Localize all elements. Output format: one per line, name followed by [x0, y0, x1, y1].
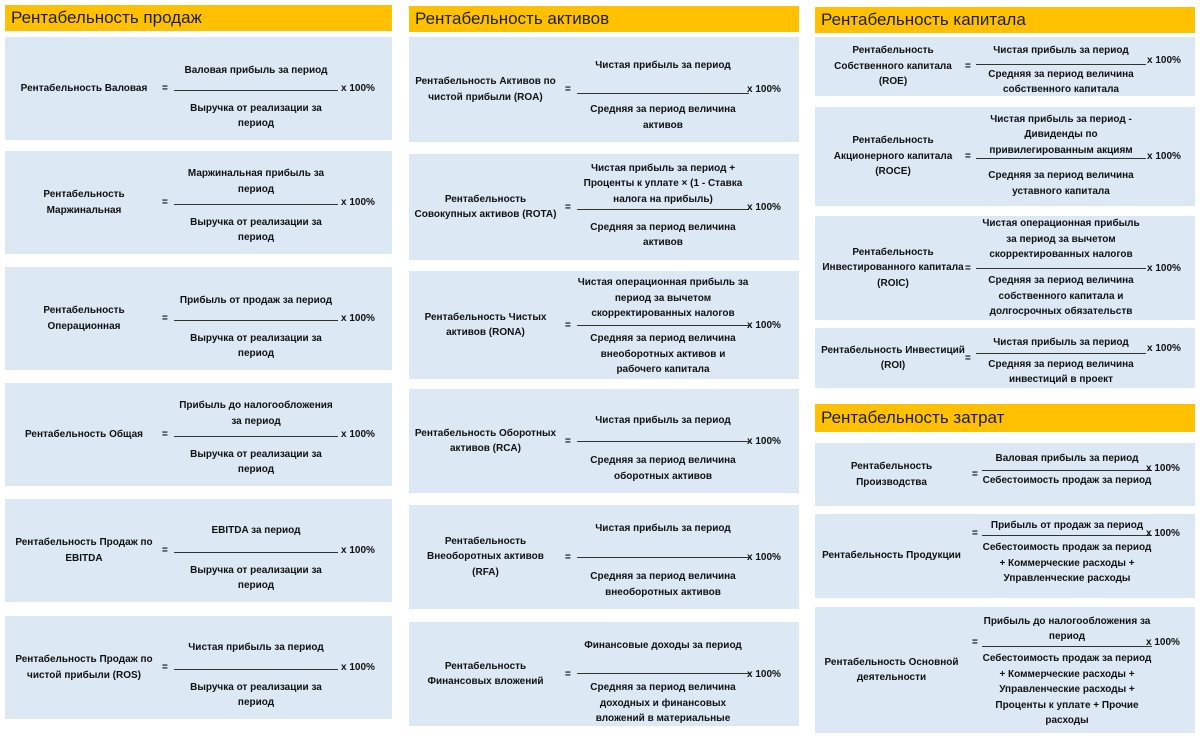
- multiplier: x 100%: [747, 201, 781, 213]
- formula-card: [815, 37, 1195, 96]
- multiplier: x 100%: [747, 668, 781, 680]
- formula-name: Рентабельность Валовая: [20, 82, 148, 94]
- denominator: Выручка от реализации за период: [190, 332, 322, 360]
- fraction: [577, 622, 749, 726]
- denominator: Средняя за период величина активов: [590, 221, 736, 249]
- formula-card: [409, 271, 799, 379]
- section-capital-profitability: [815, 0, 1195, 390]
- denominator: Выручка от реализации за период: [190, 448, 322, 476]
- denominator: Средняя за период величина внеоборотных активов: [590, 571, 736, 598]
- multiplier: x 100%: [341, 83, 375, 94]
- numerator: Чистая операционная прибыль за период за вычетом скорректированных налогов: [577, 277, 749, 320]
- numerator: Чистая прибыль за период - Дивиденды по привилегированным акциям: [989, 113, 1133, 156]
- equals-sign: =: [965, 151, 971, 162]
- fraction: [976, 37, 1146, 96]
- numerator: Чистая прибыль за период: [993, 44, 1129, 56]
- fraction: [976, 107, 1146, 206]
- fraction: [982, 514, 1152, 598]
- fraction-bar: [982, 535, 1152, 536]
- formula-name: Рентабельность Акционерного капитала (ROCE): [833, 135, 953, 178]
- numerator: Чистая прибыль за период: [595, 60, 731, 72]
- fraction: [976, 328, 1146, 388]
- multiplier: x 100%: [341, 313, 375, 324]
- formula-name: Рентабельность Чистых активов (RONA): [424, 311, 547, 338]
- section-title: Рентабельность продаж: [5, 5, 392, 31]
- formula-card: [5, 383, 392, 486]
- formula-name: Рентабельность Продаж по чистой прибыли (ROS): [15, 654, 153, 681]
- denominator: Выручка от реализации за период: [190, 102, 322, 130]
- formula-name: Рентабельность Продаж по EBITDA: [15, 537, 153, 564]
- multiplier: x 100%: [1146, 528, 1180, 539]
- equals-sign: =: [965, 262, 971, 274]
- formula-card: [815, 607, 1195, 733]
- fraction-bar: [174, 204, 338, 205]
- equals-sign: =: [565, 319, 571, 331]
- formula-name: Рентабельность Совокупных активов (ROTA): [414, 193, 557, 220]
- denominator: Выручка от реализации за период: [190, 564, 322, 592]
- fraction-bar: [577, 93, 749, 94]
- fraction-bar: [174, 552, 338, 553]
- equals-sign: =: [162, 313, 168, 324]
- formula-name: Рентабельность Активов по чистой прибыли (ROA): [415, 76, 556, 103]
- section-title: Рентабельность капитала: [815, 7, 1195, 33]
- formula-name: Рентабельность Инвестированного капитала (ROIC): [822, 246, 964, 289]
- formula-card: [815, 216, 1195, 320]
- formula-card: [815, 328, 1195, 388]
- fraction: [577, 37, 749, 142]
- section-costs-profitability: [815, 400, 1195, 736]
- numerator: Прибыль от продаж за период: [179, 294, 333, 306]
- numerator: Чистая прибыль за период: [595, 415, 731, 427]
- fraction: [976, 216, 1146, 320]
- denominator: Средняя за период величина внеоборотных активов и рабочего капитала: [590, 333, 736, 376]
- formula-card: [409, 505, 799, 609]
- formula-card: [409, 37, 799, 142]
- formula-card: [409, 622, 799, 726]
- numerator: Прибыль до налогообложения за период: [983, 615, 1151, 643]
- equals-sign: =: [162, 83, 168, 94]
- formula-card: [5, 37, 392, 140]
- multiplier: x 100%: [341, 545, 375, 556]
- multiplier: x 100%: [1147, 151, 1181, 162]
- numerator: Валовая прибыль за период: [995, 452, 1139, 464]
- fraction-bar: [976, 64, 1146, 65]
- fraction-bar: [976, 353, 1146, 354]
- numerator: Чистая прибыль за период: [595, 522, 731, 534]
- fraction: [577, 271, 749, 379]
- denominator: Себестоимость продаж за период + Коммерческие расходы + Управленческие расходы + Проценты к уплате + Прочие расходы: [982, 653, 1152, 727]
- formula-card: [5, 267, 392, 370]
- numerator: Валовая прибыль за период: [184, 64, 328, 76]
- fraction-bar: [976, 158, 1146, 159]
- formula-card: [409, 154, 799, 260]
- numerator: Прибыль от продаж за период: [990, 519, 1144, 531]
- denominator: Выручка от реализации за период: [190, 216, 322, 244]
- denominator: Средняя за период величина инвестиций в проект: [988, 358, 1134, 386]
- denominator: Средняя за период величина собственного капитала и долгосрочных обязательств: [988, 275, 1134, 318]
- multiplier: x 100%: [747, 435, 781, 447]
- fraction-bar: [577, 325, 749, 326]
- formula-name: Рентабельность Продукции: [822, 550, 961, 562]
- equals-sign: =: [162, 545, 168, 556]
- fraction: [577, 154, 749, 260]
- numerator: Маржинальная прибыль за период: [187, 168, 325, 195]
- multiplier: x 100%: [1147, 343, 1181, 354]
- numerator: Чистая прибыль за период: [188, 641, 324, 653]
- formula-name: Рентабельность Производства: [850, 461, 933, 488]
- formula-card: [815, 443, 1195, 506]
- equals-sign: =: [565, 84, 571, 95]
- equals-sign: =: [965, 352, 971, 364]
- formula-card: [815, 107, 1195, 206]
- numerator: EBITDA за период: [211, 524, 301, 536]
- equals-sign: =: [565, 435, 571, 447]
- equals-sign: =: [565, 668, 571, 680]
- equals-sign: =: [565, 201, 571, 213]
- numerator: Прибыль до налогообложения за период: [179, 400, 333, 427]
- fraction-bar: [982, 646, 1152, 647]
- fraction-bar: [982, 470, 1152, 471]
- formula-card: [815, 514, 1195, 598]
- section-title: Рентабельность затрат: [815, 404, 1195, 432]
- section-title: Рентабельность активов: [409, 6, 799, 32]
- formula-name: Рентабельность Собственного капитала (ROE): [834, 45, 952, 88]
- fraction: [982, 443, 1152, 506]
- numerator: Чистая операционная прибыль за период за вычетом скорректированных налогов: [982, 218, 1140, 261]
- fraction: [174, 267, 338, 370]
- equals-sign: =: [565, 551, 571, 563]
- equals-sign: =: [972, 469, 978, 480]
- multiplier: x 100%: [341, 429, 375, 440]
- fraction: [577, 389, 749, 493]
- numerator: Чистая прибыль за период: [993, 337, 1129, 349]
- denominator: Средняя за период величина собственного капитала: [988, 68, 1134, 95]
- multiplier: x 100%: [1146, 463, 1180, 474]
- fraction-bar: [174, 90, 338, 91]
- formula-name: Рентабельность Маржинальная: [43, 189, 125, 216]
- equals-sign: =: [162, 197, 168, 208]
- fraction-bar: [577, 673, 749, 674]
- numerator: Финансовые доходы за период: [584, 639, 742, 651]
- formula-card: [5, 499, 392, 602]
- denominator: Средняя за период величина оборотных активов: [590, 455, 736, 482]
- formula-name: Рентабельность Операционная: [43, 305, 125, 332]
- multiplier: x 100%: [747, 551, 781, 563]
- fraction-bar: [174, 320, 338, 321]
- formula-name: Рентабельность Финансовых вложений: [427, 660, 544, 687]
- denominator: Средняя за период величина уставного капитала: [988, 170, 1134, 197]
- multiplier: x 100%: [747, 319, 781, 331]
- formula-name: Рентабельность Основной деятельности: [824, 656, 959, 683]
- section-sales-profitability: [5, 0, 392, 736]
- fraction-bar: [976, 268, 1146, 269]
- numerator: Чистая прибыль за период + Проценты к уплате × (1 - Ставка налога на прибыль): [583, 162, 743, 205]
- formula-name: Рентабельность Оборотных активов (RCA): [414, 427, 557, 454]
- denominator: Средняя за период величина активов: [590, 104, 736, 131]
- multiplier: x 100%: [341, 197, 375, 208]
- fraction-bar: [174, 436, 338, 437]
- fraction: [174, 616, 338, 719]
- fraction-bar: [577, 557, 749, 558]
- denominator: Себестоимость продаж за период + Коммерческие расходы + Управленческие расходы: [982, 542, 1152, 585]
- denominator: Выручка от реализации за период: [190, 681, 322, 709]
- multiplier: x 100%: [341, 662, 375, 673]
- formula-card: [5, 616, 392, 719]
- fraction: [982, 607, 1152, 733]
- equals-sign: =: [972, 528, 978, 539]
- denominator: Себестоимость продаж за период: [982, 475, 1152, 487]
- formula-card: [409, 389, 799, 493]
- multiplier: x 100%: [747, 84, 781, 95]
- fraction-bar: [174, 669, 338, 670]
- formula-name: Рентабельность Внеоборотных активов (RFA): [427, 535, 544, 578]
- fraction-bar: [577, 441, 749, 442]
- formula-card: [5, 151, 392, 254]
- fraction: [174, 499, 338, 602]
- multiplier: x 100%: [1147, 262, 1181, 274]
- multiplier: x 100%: [1147, 55, 1181, 66]
- fraction: [174, 151, 338, 254]
- formula-name: Рентабельность Инвестиций (ROI): [821, 344, 965, 371]
- denominator: Средняя за период величина доходных и финансовых вложений в материальные: [590, 682, 736, 725]
- equals-sign: =: [162, 429, 168, 440]
- fraction: [174, 37, 338, 140]
- equals-sign: =: [965, 61, 971, 72]
- equals-sign: =: [972, 637, 978, 648]
- fraction: [577, 505, 749, 609]
- multiplier: x 100%: [1146, 637, 1180, 648]
- equals-sign: =: [162, 662, 168, 673]
- fraction-bar: [577, 209, 749, 210]
- fraction: [174, 383, 338, 486]
- formula-name: Рентабельность Общая: [24, 428, 144, 440]
- section-assets-profitability: [409, 0, 799, 736]
